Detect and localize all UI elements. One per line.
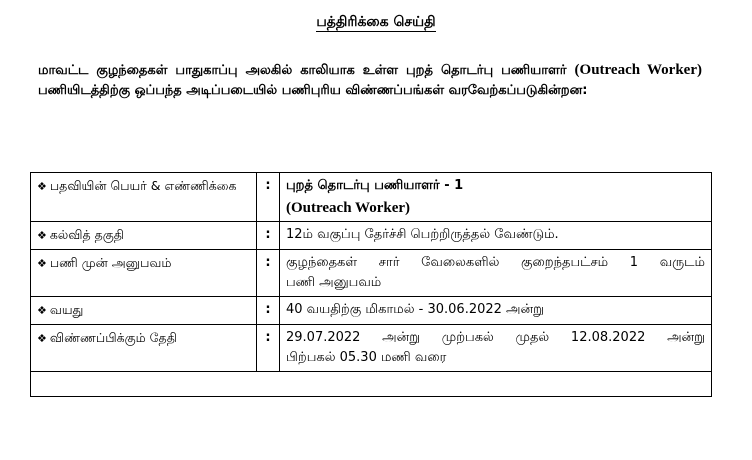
table-row-post: [31, 173, 712, 222]
colon: :: [257, 173, 280, 222]
experience-value-cell: [280, 250, 712, 297]
colon: :: [257, 325, 280, 372]
intro-english-part: (Outreach Worker): [574, 62, 702, 78]
education-label: கல்வித் தகுதி: [49, 227, 125, 242]
bullet-icon: ❖: [37, 180, 47, 193]
apply-date-label: விண்ணப்பிக்கும் தேதி: [49, 330, 177, 345]
table-row-experience: [31, 250, 712, 297]
page-title-text: பத்திரிக்கை செய்தி: [316, 14, 436, 30]
apply-date-value-cell: [280, 325, 712, 372]
age-label: வயது: [49, 302, 84, 317]
bullet-icon: ❖: [37, 304, 47, 317]
table-row-apply-date: [31, 325, 712, 372]
intro-tamil-part1: மாவட்ட குழந்தைகள் பாதுகாப்பு அலகில் காலியாக உள்ள புறத் தொடர்பு பணியாளர்: [38, 63, 567, 78]
table-row-age: [31, 297, 712, 325]
apply-date-value-line1: 29.07.2022 அன்று முற்பகல் முதல் 12.08.2022 அன்று: [286, 330, 705, 345]
empty-cell: [31, 372, 712, 397]
experience-value-line1: குழந்தைகள் சார் வேலைகளில் குறைந்தபட்சம் 1 வருடம்: [286, 255, 705, 270]
bullet-icon: ❖: [37, 332, 47, 345]
experience-label: பணி முன் அனுபவம்: [49, 255, 172, 270]
table-row-education: [31, 222, 712, 250]
intro-tamil-part2: பணியிடத்திற்கு ஒப்பந்த அடிப்படையில் பணிபுரிய விண்ணப்பங்கள் வரவேற்கப்படுகின்றன:: [38, 83, 588, 98]
apply-date-value-line2: பிற்பகல் 05.30 மணி வரை: [286, 350, 447, 365]
experience-value-line2: பணி அனுபவம்: [286, 275, 382, 290]
age-label-cell: [31, 297, 257, 325]
experience-label-cell: [31, 250, 257, 297]
education-value: 12ம் வகுப்பு தேர்ச்சி பெற்றிருத்தல் வேண்டும்.: [280, 222, 712, 250]
intro-paragraph: [38, 60, 702, 101]
bullet-icon: ❖: [37, 257, 47, 270]
age-value: 40 வயதிற்கு மிகாமல் - 30.06.2022 அன்று: [280, 297, 712, 325]
apply-date-label-cell: [31, 325, 257, 372]
colon: :: [257, 250, 280, 297]
colon: :: [257, 297, 280, 325]
post-value: புறத் தொடர்பு பணியாளர் - 1: [286, 178, 464, 193]
table-row-empty: [31, 372, 712, 397]
post-label: பதவியின் பெயர் & எண்ணிக்கை: [49, 178, 237, 193]
colon: :: [257, 222, 280, 250]
page-title: [0, 14, 752, 32]
post-value-cell: [280, 173, 712, 222]
education-label-cell: [31, 222, 257, 250]
job-details-table: [30, 172, 712, 397]
bullet-icon: ❖: [37, 229, 47, 242]
post-label-cell: [31, 173, 257, 222]
post-value-english: (Outreach Worker): [286, 200, 411, 216]
